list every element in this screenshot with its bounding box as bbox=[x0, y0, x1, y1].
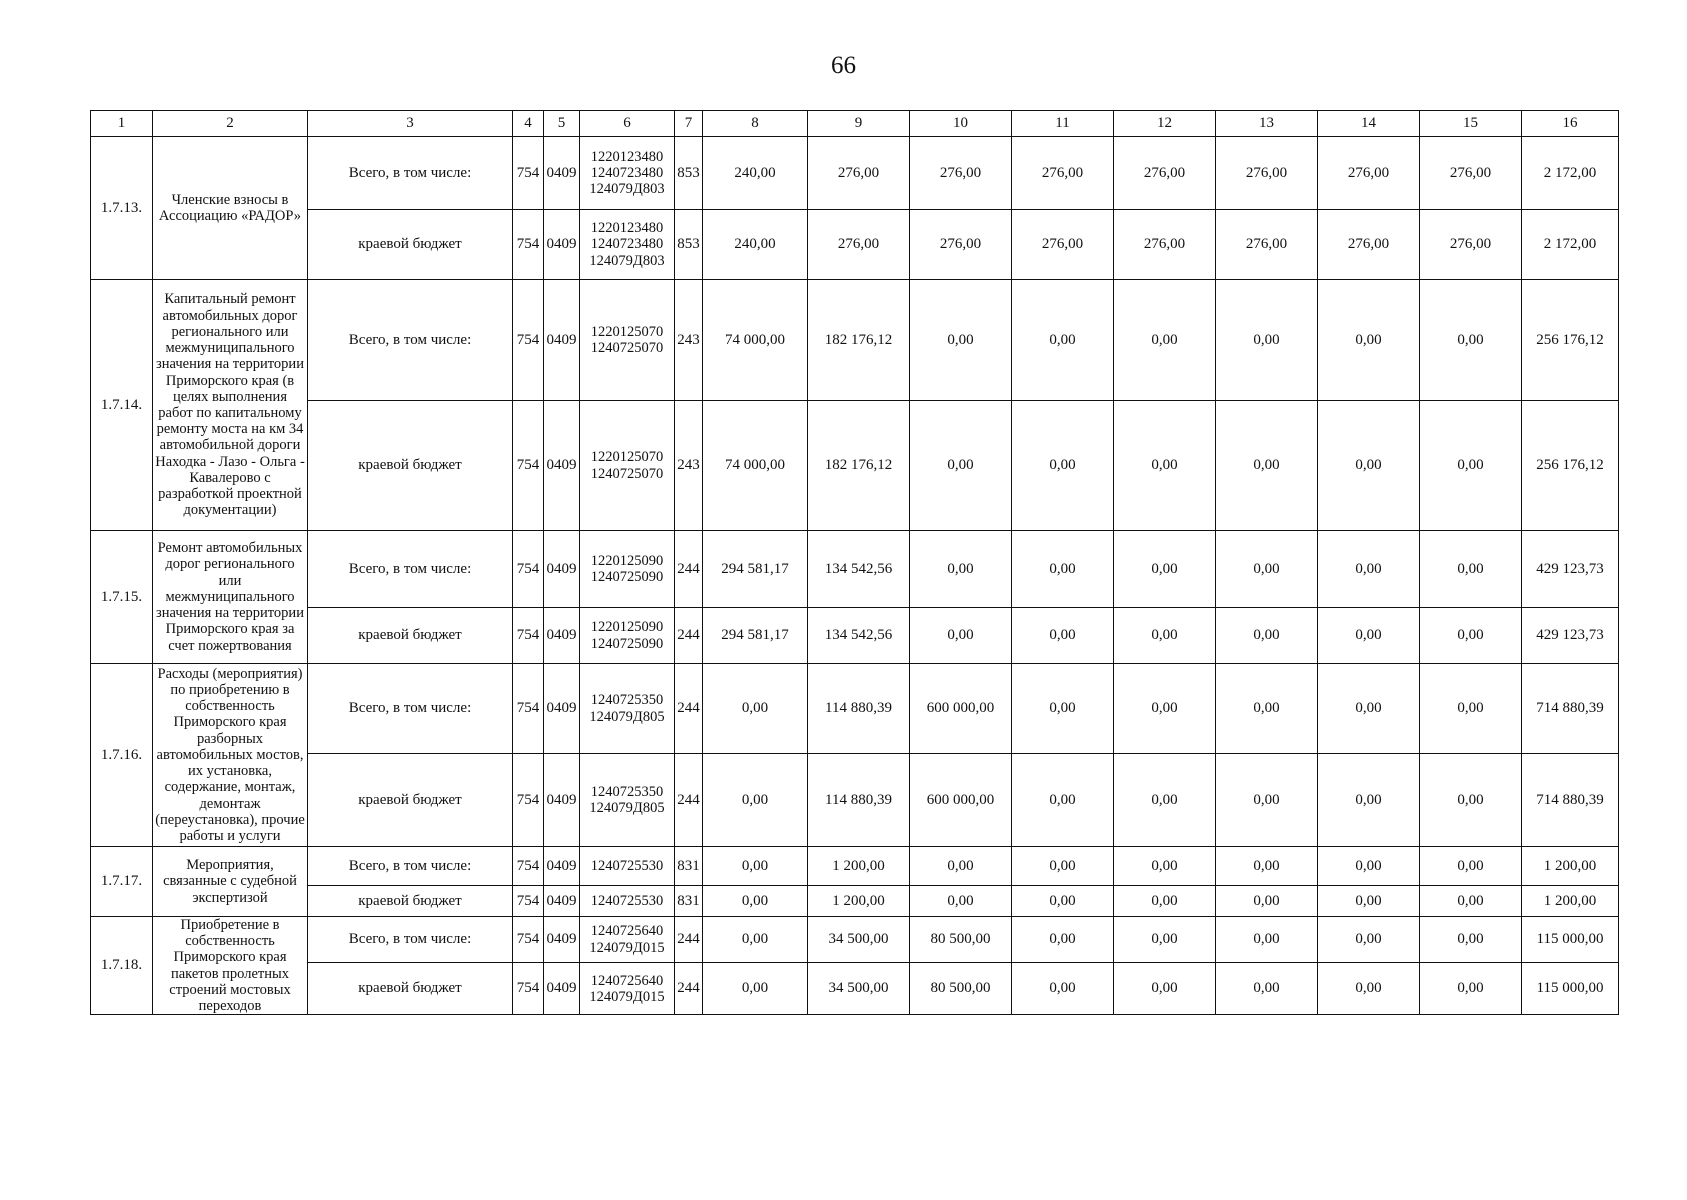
amount-col-8: 74 000,00 bbox=[703, 401, 808, 531]
amount-col-13: 0,00 bbox=[1216, 754, 1318, 847]
grbs-code: 754 bbox=[513, 847, 544, 886]
amount-col-16: 115 000,00 bbox=[1522, 963, 1619, 1015]
amount-col-9: 182 176,12 bbox=[808, 280, 910, 401]
item-number: 1.7.13. bbox=[91, 137, 153, 280]
target-article-code: 1240725640 124079Д015 bbox=[580, 917, 675, 963]
funding-source: Всего, в том числе: bbox=[308, 280, 513, 401]
amount-col-16: 115 000,00 bbox=[1522, 917, 1619, 963]
column-header-5: 5 bbox=[544, 111, 580, 137]
column-header-16: 16 bbox=[1522, 111, 1619, 137]
amount-col-9: 134 542,56 bbox=[808, 608, 910, 664]
grbs-code: 754 bbox=[513, 886, 544, 917]
amount-col-13: 276,00 bbox=[1216, 137, 1318, 210]
funding-source: краевой бюджет bbox=[308, 608, 513, 664]
amount-col-16: 256 176,12 bbox=[1522, 280, 1619, 401]
amount-col-14: 0,00 bbox=[1318, 664, 1420, 754]
amount-col-15: 0,00 bbox=[1420, 886, 1522, 917]
amount-col-9: 1 200,00 bbox=[808, 886, 910, 917]
amount-col-10: 80 500,00 bbox=[910, 917, 1012, 963]
amount-col-8: 240,00 bbox=[703, 137, 808, 210]
amount-col-12: 0,00 bbox=[1114, 754, 1216, 847]
expense-type-code: 244 bbox=[675, 917, 703, 963]
amount-col-10: 0,00 bbox=[910, 280, 1012, 401]
budget-table bbox=[90, 110, 1619, 1015]
funding-source: Всего, в том числе: bbox=[308, 664, 513, 754]
expense-type-code: 831 bbox=[675, 847, 703, 886]
amount-col-14: 0,00 bbox=[1318, 847, 1420, 886]
funding-source: краевой бюджет bbox=[308, 886, 513, 917]
funding-source: Всего, в том числе: bbox=[308, 531, 513, 608]
column-header-15: 15 bbox=[1420, 111, 1522, 137]
amount-col-8: 0,00 bbox=[703, 754, 808, 847]
amount-col-13: 0,00 bbox=[1216, 608, 1318, 664]
header-row bbox=[91, 111, 1619, 137]
table-row bbox=[91, 886, 1619, 917]
funding-source: краевой бюджет bbox=[308, 401, 513, 531]
table-row bbox=[91, 754, 1619, 847]
grbs-code: 754 bbox=[513, 664, 544, 754]
item-number: 1.7.17. bbox=[91, 847, 153, 917]
section-code: 0409 bbox=[544, 210, 580, 280]
page-number: 66 bbox=[831, 52, 856, 79]
amount-col-11: 0,00 bbox=[1012, 401, 1114, 531]
expense-type-code: 244 bbox=[675, 963, 703, 1015]
grbs-code: 754 bbox=[513, 754, 544, 847]
expense-type-code: 244 bbox=[675, 754, 703, 847]
table-body bbox=[91, 137, 1619, 1015]
target-article-code: 1220123480 1240723480 124079Д803 bbox=[580, 137, 675, 210]
amount-col-16: 2 172,00 bbox=[1522, 210, 1619, 280]
amount-col-10: 0,00 bbox=[910, 847, 1012, 886]
amount-col-12: 0,00 bbox=[1114, 917, 1216, 963]
amount-col-11: 0,00 bbox=[1012, 664, 1114, 754]
grbs-code: 754 bbox=[513, 917, 544, 963]
item-name: Приобретение в собственность Приморского края пакетов пролетных строений мостовых переходов bbox=[153, 917, 308, 1015]
grbs-code: 754 bbox=[513, 210, 544, 280]
amount-col-15: 0,00 bbox=[1420, 401, 1522, 531]
column-header-2: 2 bbox=[153, 111, 308, 137]
grbs-code: 754 bbox=[513, 401, 544, 531]
funding-source: Всего, в том числе: bbox=[308, 917, 513, 963]
item-name: Расходы (мероприятия) по приобретению в собственность Приморского края разборных автомобильных мостов, их установка, содержание, монтаж, демонтаж (переустановка), прочие работы и услуги bbox=[153, 664, 308, 847]
grbs-code: 754 bbox=[513, 137, 544, 210]
expense-type-code: 853 bbox=[675, 210, 703, 280]
target-article-code: 1240725640 124079Д015 bbox=[580, 963, 675, 1015]
amount-col-8: 0,00 bbox=[703, 847, 808, 886]
section-code: 0409 bbox=[544, 754, 580, 847]
amount-col-12: 276,00 bbox=[1114, 137, 1216, 210]
column-header-13: 13 bbox=[1216, 111, 1318, 137]
column-header-9: 9 bbox=[808, 111, 910, 137]
amount-col-8: 0,00 bbox=[703, 886, 808, 917]
amount-col-10: 276,00 bbox=[910, 137, 1012, 210]
table-row bbox=[91, 401, 1619, 531]
amount-col-14: 276,00 bbox=[1318, 210, 1420, 280]
amount-col-12: 0,00 bbox=[1114, 886, 1216, 917]
amount-col-12: 0,00 bbox=[1114, 401, 1216, 531]
section-code: 0409 bbox=[544, 531, 580, 608]
column-header-8: 8 bbox=[703, 111, 808, 137]
amount-col-13: 0,00 bbox=[1216, 280, 1318, 401]
column-header-6: 6 bbox=[580, 111, 675, 137]
amount-col-16: 2 172,00 bbox=[1522, 137, 1619, 210]
target-article-code: 1220125070 1240725070 bbox=[580, 401, 675, 531]
target-article-code: 1220123480 1240723480 124079Д803 bbox=[580, 210, 675, 280]
section-code: 0409 bbox=[544, 664, 580, 754]
amount-col-10: 0,00 bbox=[910, 401, 1012, 531]
column-header-12: 12 bbox=[1114, 111, 1216, 137]
amount-col-12: 0,00 bbox=[1114, 963, 1216, 1015]
funding-source: краевой бюджет bbox=[308, 963, 513, 1015]
amount-col-15: 0,00 bbox=[1420, 280, 1522, 401]
amount-col-13: 0,00 bbox=[1216, 847, 1318, 886]
grbs-code: 754 bbox=[513, 531, 544, 608]
amount-col-16: 714 880,39 bbox=[1522, 664, 1619, 754]
column-header-7: 7 bbox=[675, 111, 703, 137]
section-code: 0409 bbox=[544, 137, 580, 210]
table-row bbox=[91, 917, 1619, 963]
amount-col-14: 0,00 bbox=[1318, 886, 1420, 917]
amount-col-10: 0,00 bbox=[910, 886, 1012, 917]
amount-col-11: 0,00 bbox=[1012, 608, 1114, 664]
amount-col-13: 0,00 bbox=[1216, 531, 1318, 608]
amount-col-12: 276,00 bbox=[1114, 210, 1216, 280]
funding-source: краевой бюджет bbox=[308, 210, 513, 280]
target-article-code: 1220125070 1240725070 bbox=[580, 280, 675, 401]
amount-col-12: 0,00 bbox=[1114, 280, 1216, 401]
section-code: 0409 bbox=[544, 847, 580, 886]
table-row bbox=[91, 280, 1619, 401]
item-name: Членские взносы в Ассоциацию «РАДОР» bbox=[153, 137, 308, 280]
amount-col-9: 114 880,39 bbox=[808, 754, 910, 847]
amount-col-11: 0,00 bbox=[1012, 886, 1114, 917]
funding-source: Всего, в том числе: bbox=[308, 847, 513, 886]
column-header-14: 14 bbox=[1318, 111, 1420, 137]
amount-col-9: 276,00 bbox=[808, 210, 910, 280]
amount-col-13: 0,00 bbox=[1216, 963, 1318, 1015]
amount-col-9: 1 200,00 bbox=[808, 847, 910, 886]
expense-type-code: 243 bbox=[675, 280, 703, 401]
amount-col-15: 276,00 bbox=[1420, 210, 1522, 280]
section-code: 0409 bbox=[544, 963, 580, 1015]
table-row bbox=[91, 137, 1619, 210]
amount-col-8: 74 000,00 bbox=[703, 280, 808, 401]
target-article-code: 1240725350 124079Д805 bbox=[580, 754, 675, 847]
amount-col-10: 0,00 bbox=[910, 608, 1012, 664]
amount-col-16: 714 880,39 bbox=[1522, 754, 1619, 847]
amount-col-9: 276,00 bbox=[808, 137, 910, 210]
target-article-code: 1220125090 1240725090 bbox=[580, 531, 675, 608]
amount-col-11: 0,00 bbox=[1012, 531, 1114, 608]
amount-col-15: 0,00 bbox=[1420, 917, 1522, 963]
amount-col-16: 429 123,73 bbox=[1522, 531, 1619, 608]
expense-type-code: 244 bbox=[675, 664, 703, 754]
item-name: Мероприятия, связанные с судебной экспертизой bbox=[153, 847, 308, 917]
table-header bbox=[91, 111, 1619, 137]
amount-col-13: 276,00 bbox=[1216, 210, 1318, 280]
amount-col-11: 0,00 bbox=[1012, 847, 1114, 886]
amount-col-11: 276,00 bbox=[1012, 210, 1114, 280]
amount-col-12: 0,00 bbox=[1114, 531, 1216, 608]
amount-col-8: 294 581,17 bbox=[703, 608, 808, 664]
amount-col-12: 0,00 bbox=[1114, 664, 1216, 754]
table-row bbox=[91, 608, 1619, 664]
expense-type-code: 244 bbox=[675, 531, 703, 608]
amount-col-9: 34 500,00 bbox=[808, 917, 910, 963]
column-header-10: 10 bbox=[910, 111, 1012, 137]
amount-col-15: 0,00 bbox=[1420, 608, 1522, 664]
column-header-11: 11 bbox=[1012, 111, 1114, 137]
amount-col-10: 80 500,00 bbox=[910, 963, 1012, 1015]
amount-col-8: 0,00 bbox=[703, 664, 808, 754]
target-article-code: 1240725530 bbox=[580, 847, 675, 886]
amount-col-15: 0,00 bbox=[1420, 664, 1522, 754]
item-number: 1.7.16. bbox=[91, 664, 153, 847]
amount-col-13: 0,00 bbox=[1216, 917, 1318, 963]
expense-type-code: 243 bbox=[675, 401, 703, 531]
amount-col-16: 256 176,12 bbox=[1522, 401, 1619, 531]
amount-col-14: 0,00 bbox=[1318, 754, 1420, 847]
target-article-code: 1240725530 bbox=[580, 886, 675, 917]
amount-col-8: 294 581,17 bbox=[703, 531, 808, 608]
amount-col-9: 182 176,12 bbox=[808, 401, 910, 531]
column-header-4: 4 bbox=[513, 111, 544, 137]
column-header-1: 1 bbox=[91, 111, 153, 137]
amount-col-15: 276,00 bbox=[1420, 137, 1522, 210]
table-row bbox=[91, 210, 1619, 280]
amount-col-15: 0,00 bbox=[1420, 847, 1522, 886]
grbs-code: 754 bbox=[513, 963, 544, 1015]
amount-col-14: 0,00 bbox=[1318, 531, 1420, 608]
amount-col-14: 0,00 bbox=[1318, 608, 1420, 664]
amount-col-15: 0,00 bbox=[1420, 531, 1522, 608]
expense-type-code: 244 bbox=[675, 608, 703, 664]
amount-col-13: 0,00 bbox=[1216, 886, 1318, 917]
amount-col-13: 0,00 bbox=[1216, 401, 1318, 531]
amount-col-11: 276,00 bbox=[1012, 137, 1114, 210]
section-code: 0409 bbox=[544, 917, 580, 963]
amount-col-14: 0,00 bbox=[1318, 401, 1420, 531]
expense-type-code: 853 bbox=[675, 137, 703, 210]
amount-col-12: 0,00 bbox=[1114, 608, 1216, 664]
section-code: 0409 bbox=[544, 401, 580, 531]
item-name: Капитальный ремонт автомобильных дорог регионального или межмуниципального значения на территории Приморского края (в целях выполнения работ по капитальному ремонту моста на км 34 автомобильной дороги Находка - Лазо - Ольга - Кавалерово с разработкой проектной документации) bbox=[153, 280, 308, 531]
amount-col-14: 0,00 bbox=[1318, 963, 1420, 1015]
item-name: Ремонт автомобильных дорог регионального или межмуниципального значения на территории Приморского края за счет пожертвования bbox=[153, 531, 308, 664]
amount-col-16: 1 200,00 bbox=[1522, 886, 1619, 917]
section-code: 0409 bbox=[544, 886, 580, 917]
amount-col-9: 134 542,56 bbox=[808, 531, 910, 608]
amount-col-10: 600 000,00 bbox=[910, 754, 1012, 847]
amount-col-8: 240,00 bbox=[703, 210, 808, 280]
amount-col-14: 0,00 bbox=[1318, 280, 1420, 401]
amount-col-11: 0,00 bbox=[1012, 963, 1114, 1015]
amount-col-16: 429 123,73 bbox=[1522, 608, 1619, 664]
amount-col-8: 0,00 bbox=[703, 963, 808, 1015]
section-code: 0409 bbox=[544, 608, 580, 664]
expense-type-code: 831 bbox=[675, 886, 703, 917]
amount-col-10: 0,00 bbox=[910, 531, 1012, 608]
amount-col-11: 0,00 bbox=[1012, 754, 1114, 847]
grbs-code: 754 bbox=[513, 608, 544, 664]
funding-source: Всего, в том числе: bbox=[308, 137, 513, 210]
amount-col-15: 0,00 bbox=[1420, 754, 1522, 847]
amount-col-9: 34 500,00 bbox=[808, 963, 910, 1015]
amount-col-16: 1 200,00 bbox=[1522, 847, 1619, 886]
amount-col-11: 0,00 bbox=[1012, 280, 1114, 401]
amount-col-14: 0,00 bbox=[1318, 917, 1420, 963]
table-row bbox=[91, 963, 1619, 1015]
item-number: 1.7.15. bbox=[91, 531, 153, 664]
section-code: 0409 bbox=[544, 280, 580, 401]
item-number: 1.7.14. bbox=[91, 280, 153, 531]
item-number: 1.7.18. bbox=[91, 917, 153, 1015]
table-row bbox=[91, 531, 1619, 608]
target-article-code: 1220125090 1240725090 bbox=[580, 608, 675, 664]
amount-col-12: 0,00 bbox=[1114, 847, 1216, 886]
amount-col-8: 0,00 bbox=[703, 917, 808, 963]
amount-col-10: 600 000,00 bbox=[910, 664, 1012, 754]
amount-col-14: 276,00 bbox=[1318, 137, 1420, 210]
table-row bbox=[91, 664, 1619, 754]
column-header-3: 3 bbox=[308, 111, 513, 137]
amount-col-9: 114 880,39 bbox=[808, 664, 910, 754]
amount-col-11: 0,00 bbox=[1012, 917, 1114, 963]
amount-col-13: 0,00 bbox=[1216, 664, 1318, 754]
amount-col-10: 276,00 bbox=[910, 210, 1012, 280]
target-article-code: 1240725350 124079Д805 bbox=[580, 664, 675, 754]
grbs-code: 754 bbox=[513, 280, 544, 401]
amount-col-15: 0,00 bbox=[1420, 963, 1522, 1015]
table-row bbox=[91, 847, 1619, 886]
funding-source: краевой бюджет bbox=[308, 754, 513, 847]
